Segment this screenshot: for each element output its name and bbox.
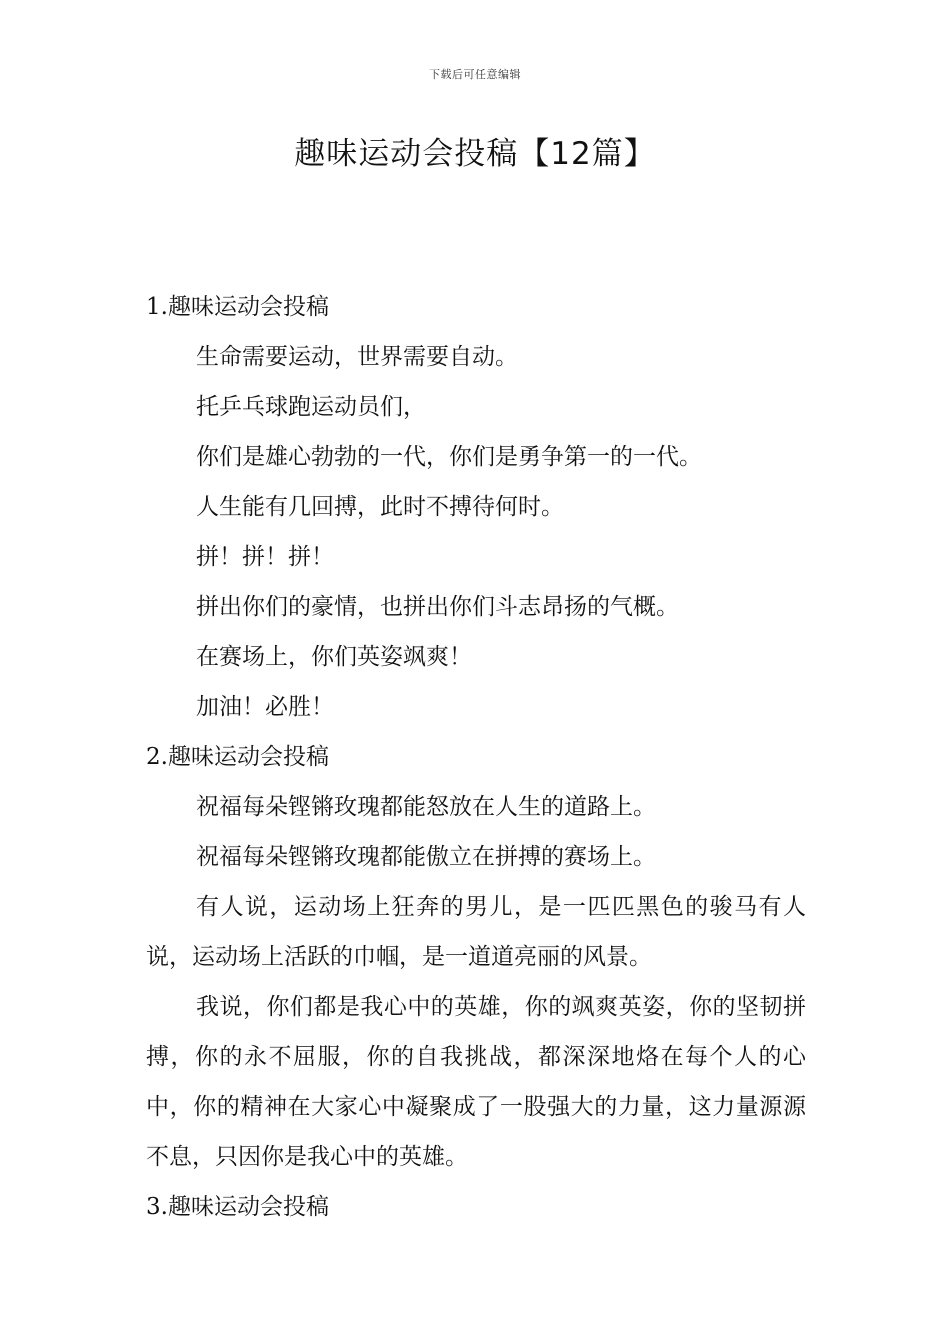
text-line: 在赛场上，你们英姿飒爽！ [196, 644, 472, 670]
text-line: 人生能有几回搏，此时不搏待何时。 [196, 494, 564, 520]
section-1 [146, 282, 806, 732]
paragraph: 有人说，运动场上狂奔的男儿，是一匹匹黑色的骏马有人说，运动场上活跃的巾帼，是一道道亮丽的风景。 [146, 894, 806, 970]
section-heading: 3.趣味运动会投稿 [146, 1194, 329, 1220]
paragraph: 我说，你们都是我心中的英雄，你的飒爽英姿，你的坚韧拼搏，你的永不屈服，你的自我挑战，都深深地烙在每个人的心中，你的精神在大家心中凝聚成了一股强大的力量，这力量源源不息，只因你是我心中的英雄。 [146, 994, 806, 1170]
text-line: 生命需要运动，世界需要自动。 [196, 344, 518, 370]
text-line: 拼出你们的豪情，也拼出你们斗志昂扬的气概。 [196, 594, 679, 620]
text-line: 拼！拼！拼！ [196, 544, 334, 570]
section-heading: 1.趣味运动会投稿 [146, 294, 329, 320]
text-line: 加油！必胜！ [196, 694, 334, 720]
text-line: 祝福每朵铿锵玫瑰都能傲立在拼搏的赛场上。 [196, 844, 656, 870]
document-body [146, 282, 806, 1232]
section-2 [146, 732, 806, 1182]
text-line: 你们是雄心勃勃的一代，你们是勇争第一的一代。 [196, 444, 702, 470]
text-line: 祝福每朵铿锵玫瑰都能怒放在人生的道路上。 [196, 794, 656, 820]
text-line: 托乒乓球跑运动员们， [196, 394, 426, 420]
section-heading: 2.趣味运动会投稿 [146, 744, 329, 770]
document-title: 趣味运动会投稿【12篇】 [294, 136, 656, 172]
header-note: 下载后可任意编辑 [429, 68, 521, 81]
section-3 [146, 1182, 806, 1232]
